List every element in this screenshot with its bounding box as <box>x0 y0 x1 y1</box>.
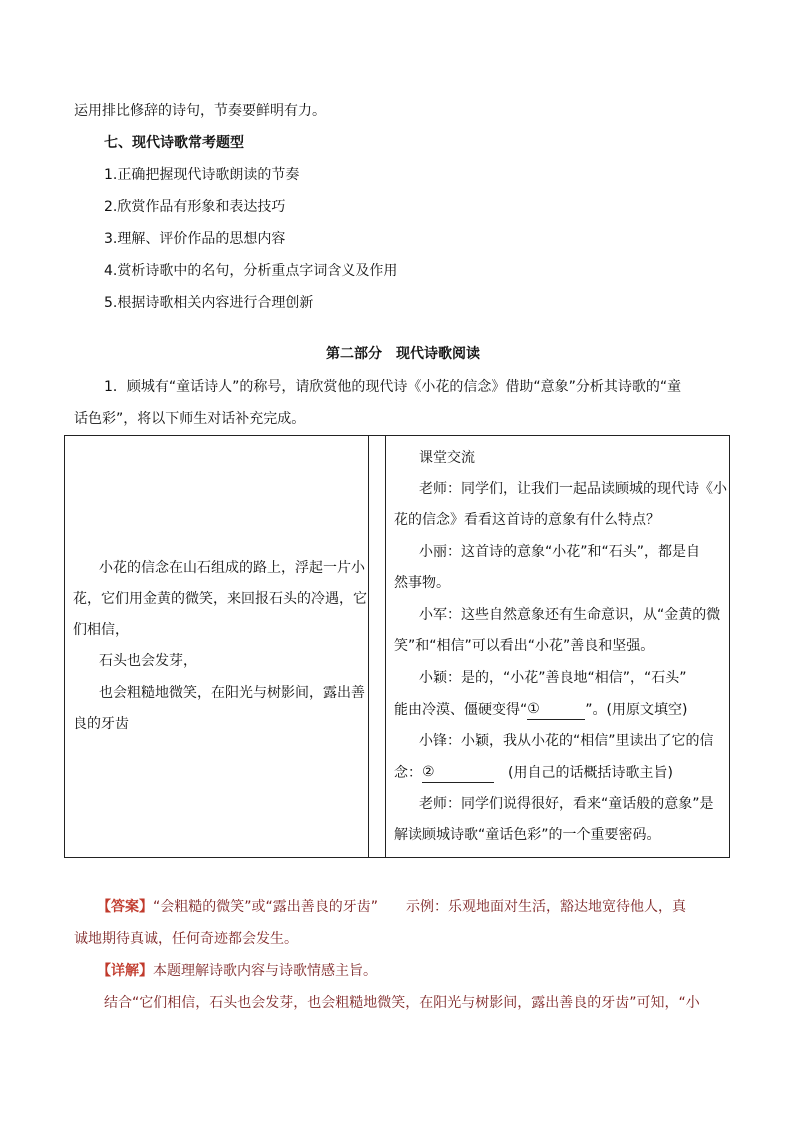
fill-blank-2: ② <box>422 762 494 783</box>
dialogue-line: 小军：这些自然意象还有生命意识，从“金黄的微 <box>419 607 721 623</box>
section7-item: 4.赏析诗歌中的名句，分析重点字词含义及作用 <box>104 263 398 279</box>
detail-line <box>97 961 377 981</box>
detail-tag: 【详解】 <box>97 963 153 979</box>
section7-item: 1.正确把握现代诗歌朗读的节奏 <box>104 167 300 183</box>
dialogue-line: 小丽：这首诗的意象“小花”和“石头”，都是自 <box>419 544 701 560</box>
dialogue-text: 念： <box>394 765 422 781</box>
dialogue-line <box>394 699 687 720</box>
question1-line2: 话色彩”，将以下师生对话补充完成。 <box>74 411 306 427</box>
dialogue-text: 能由冷漠、僵硬变得“ <box>394 702 528 718</box>
section7-item: 2.欣赏作品有形象和表达技巧 <box>104 199 286 215</box>
dialogue-heading: 课堂交流 <box>419 450 475 466</box>
dialogue-line: 小锋：小颖，我从小花的“相信”里读出了它的信 <box>419 733 714 749</box>
dialogue-line: 花的信念》看看这首诗的意象有什么特点？ <box>394 512 660 528</box>
dialogue-text: (用自己的话概括诗歌主旨) <box>494 765 673 781</box>
dialogue-line: 小颖：是的，“小花”善良地“相信”，“石头” <box>419 670 687 686</box>
dialogue-line <box>394 762 673 783</box>
detail-text: 本题理解诗歌内容与诗歌情感主旨。 <box>153 963 377 979</box>
question1-line1: 1．顾城有“童话诗人”的称号，请欣赏他的现代诗《小花的信念》借助“意象”分析其诗歌的“童 <box>104 379 682 395</box>
poem-line: 石头也会发芽， <box>99 653 197 669</box>
dialogue-line: 老师：同学们，让我们一起品读顾城的现代诗《小 <box>419 481 727 497</box>
dialogue-line: 然事物。 <box>394 575 450 591</box>
answer-line2: 诚地期待真诚，任何奇迹都会发生。 <box>74 931 298 947</box>
poem-line: 小花的信念在山石组成的路上，浮起一片小 <box>99 560 365 576</box>
table-divider <box>368 436 369 857</box>
poem-line: 花，它们用金黄的微笑，来回报石头的冷遇，它 <box>73 591 367 607</box>
poem-line: 也会粗糙地微笑，在阳光与树影间，露出善 <box>99 685 365 701</box>
dialogue-table <box>64 435 730 858</box>
intro-line: 运用排比修辞的诗句，节奏要鲜明有力。 <box>74 103 326 119</box>
fill-blank-1: ① <box>527 699 585 720</box>
answer-line1 <box>97 897 686 917</box>
detail-line3: 结合“它们相信，石头也会发芽，也会粗糙地微笑，在阳光与树影间，露出善良的牙齿”可知，“小 <box>104 995 700 1011</box>
section7-item: 3.理解、评价作品的思想内容 <box>104 231 286 247</box>
poem-line: 良的牙齿 <box>73 716 129 732</box>
answer-text: “会粗糙的微笑”或“露出善良的牙齿” 示例：乐观地面对生活，豁达地宽待他人，真 <box>153 899 687 915</box>
answer-tag: 【答案】 <box>97 899 153 915</box>
section7-heading: 七、现代诗歌常考题型 <box>104 135 244 151</box>
dialogue-line: 解读顾城诗歌“童话色彩”的一个重要密码。 <box>394 827 661 843</box>
dialogue-line: 老师：同学们说得很好，看来“童话般的意象”是 <box>419 796 714 812</box>
dialogue-text: ”。(用原文填空) <box>585 702 688 718</box>
part2-title: 第二部分 现代诗歌阅读 <box>326 346 480 362</box>
section7-item: 5.根据诗歌相关内容进行合理创新 <box>104 295 314 311</box>
table-divider <box>385 436 386 857</box>
poem-line: 们相信， <box>73 622 129 638</box>
dialogue-line: 笑”和“相信”可以看出“小花”善良和坚强。 <box>394 638 655 654</box>
